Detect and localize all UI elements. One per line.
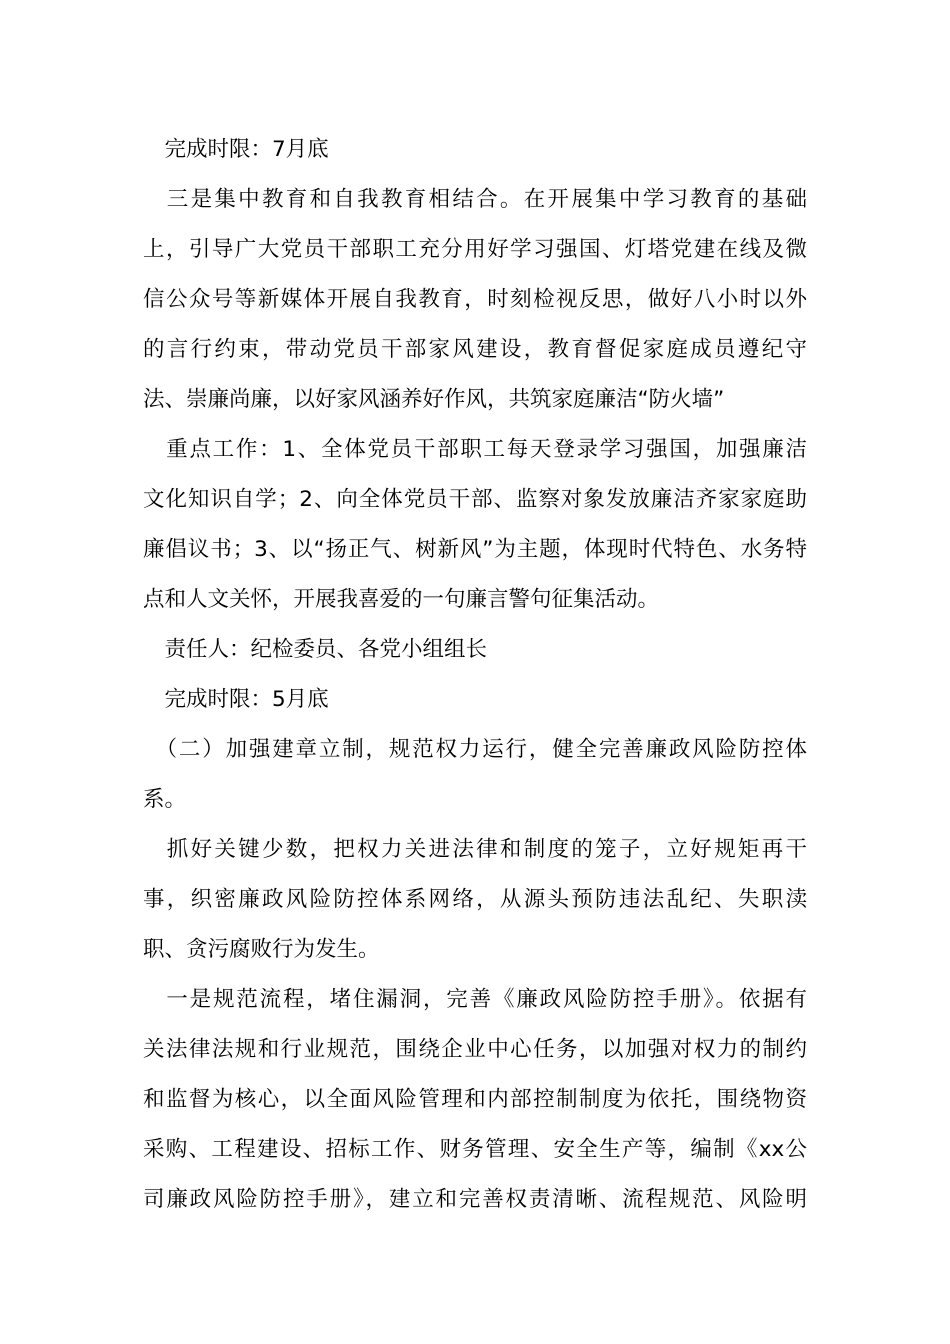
text-line: 文化知识自学；2、向全体党员干部、监察对象发放廉洁齐家家庭助: [143, 487, 807, 512]
text-line: 司廉政风险防控手册》，建立和完善权责清晰、流程规范、风险明: [143, 1187, 807, 1212]
text-line: 法、崇廉尚廉，以好家风涵养好作风，共筑家庭廉洁“防火墙”: [143, 387, 725, 412]
text-line: 重点工作：1、全体党员干部职工每天登录学习强国，加强廉洁: [143, 437, 807, 462]
text-line: 和监督为核心，以全面风险管理和内部控制制度为依托，围绕物资: [143, 1087, 807, 1112]
text-line: 三是集中教育和自我教育相结合。在开展集中学习教育的基础: [143, 187, 807, 212]
text-line: 采购、工程建设、招标工作、财务管理、安全生产等，编制《xx公: [143, 1137, 807, 1162]
text-line: 信公众号等新媒体开展自我教育，时刻检视反思，做好八小时以外: [143, 287, 807, 312]
text-line: 上，引导广大党员干部职工充分用好学习强国、灯塔党建在线及微: [143, 237, 807, 262]
text-line: 廉倡议书；3、以“扬正气、树新风”为主题，体现时代特色、水务特: [143, 537, 807, 562]
text-line: 的言行约束，带动党员干部家风建设，教育督促家庭成员遵纪守: [143, 337, 807, 362]
text-line: （二）加强建章立制，规范权力运行，健全完善廉政风险防控体: [143, 737, 807, 762]
text-line: 职、贪污腐败行为发生。: [143, 937, 380, 962]
text-line: 关法律法规和行业规范，围绕企业中心任务，以加强对权力的制约: [143, 1037, 807, 1062]
text-line: 点和人文关怀，开展我喜爱的一句廉言警句征集活动。: [143, 587, 660, 612]
text-line: 系。: [143, 787, 187, 812]
text-line: 一是规范流程，堵住漏洞，完善《廉政风险防控手册》。依据有: [143, 987, 807, 1012]
document-body: [143, 125, 807, 1225]
text-line: 完成时限：7月底: [143, 137, 329, 162]
text-line: 抓好关键少数，把权力关进法律和制度的笼子，立好规矩再干: [143, 837, 807, 862]
text-line: 事，织密廉政风险防控体系网络，从源头预防违法乱纪、失职渎: [143, 887, 807, 912]
text-line: 责任人：纪检委员、各党小组组长: [143, 637, 488, 662]
text-line: 完成时限：5月底: [143, 687, 329, 712]
